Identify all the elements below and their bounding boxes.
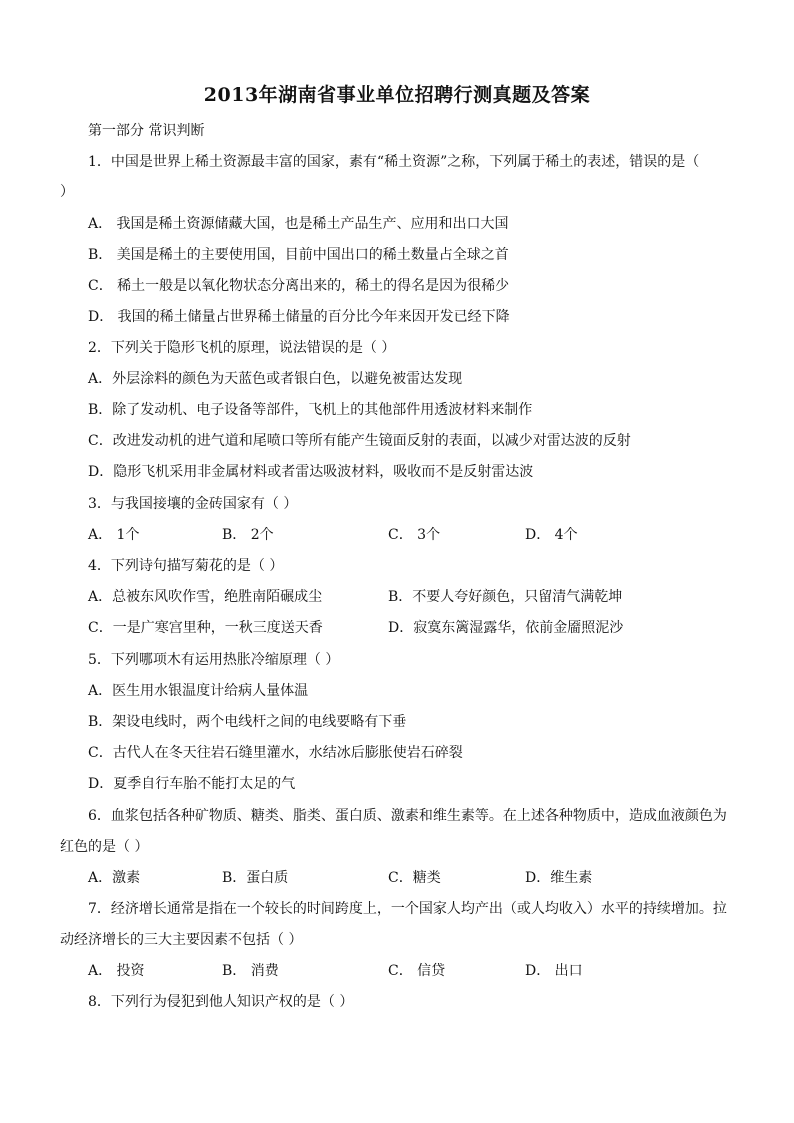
section-heading: 第一部分 常识判断 [88,123,205,139]
question-5-stem: 5．下列哪项木有运用热胀冷缩原理（ ） [88,652,340,668]
question-1-stem: 1．中国是世界上稀土资源最丰富的国家，素有“稀土资源”之称，下列属于稀土的表述，错误的是（ [88,154,700,170]
question-3-option-a: A． 1个 [88,527,140,543]
question-4-option-d: D．寂寞东篱湿露华，依前金靥照泥沙 [388,620,624,636]
question-7-stem: 7．经济增长通常是指在一个较长的时间跨度上，一个国家人均产出（或人均收入）水平的持续增加。拉 [88,901,727,917]
question-3-option-c: C． 3个 [388,527,441,543]
question-2-option-d: D．隐形飞机采用非金属材料或者雷达吸波材料，吸收而不是反射雷达波 [88,464,534,480]
question-5-option-d: D．夏季自行车胎不能打太足的气 [88,776,296,792]
question-7-option-b: B． 消费 [222,963,279,979]
question-6-option-b: B．蛋白质 [222,870,289,886]
question-2-option-a: A．外层涂料的颜色为天蓝色或者银白色，以避免被雷达发现 [88,371,463,387]
question-6-stem: 6．血浆包括各种矿物质、糖类、脂类、蛋白质、激素和维生素等。在上述各种物质中，造成血液颜色为 [88,808,727,824]
question-5-option-c: C．古代人在冬天往岩石缝里灌水，水结冰后膨胀使岩石碎裂 [88,745,463,761]
question-8-stem: 8．下列行为侵犯到他人知识产权的是（ ） [88,994,354,1010]
question-6-option-a: A．激素 [88,870,141,886]
question-6-option-c: C．糖类 [388,870,441,886]
question-6-option-d: D．维生素 [525,870,593,886]
question-3-option-d: D． 4个 [525,527,578,543]
question-5-option-a: A．医生用水银温度计给病人量体温 [88,683,309,699]
question-3-stem: 3．与我国接壤的金砖国家有（ ） [88,496,298,512]
question-4-option-b: B．不要人夸好颜色，只留清气满乾坤 [388,589,623,605]
question-7-option-c: C． 信贷 [388,963,446,979]
question-6-stem-cont: 红色的是（ ） [60,839,149,855]
question-2-stem: 2．下列关于隐形飞机的原理，说法错误的是（ ） [88,340,396,356]
question-5-option-b: B．架设电线时，两个电线杆之间的电线要略有下垂 [88,714,407,730]
question-1-option-c: C． 稀土一般是以氧化物状态分离出来的，稀土的得名是因为很稀少 [88,278,510,294]
question-1-option-d: D． 我国的稀土储量占世界稀土储量的百分比今年来因开发已经下降 [88,309,510,325]
question-1-stem-cont: ） [60,184,74,200]
question-1-option-a: A． 我国是稀土资源储藏大国，也是稀土产品生产、应用和出口大国 [88,216,509,232]
question-2-option-b: B．除了发动机、电子设备等部件，飞机上的其他部件用透波材料来制作 [88,402,533,418]
question-7-option-a: A． 投资 [88,963,145,979]
question-7-option-d: D． 出口 [525,963,583,979]
question-7-stem-cont: 动经济增长的三大主要因素不包括（ ） [60,932,303,948]
question-4-option-c: C．一是广寒宫里种，一秋三度送天香 [88,620,323,636]
question-3-option-b: B． 2个 [222,527,274,543]
question-4-option-a: A．总被东风吹作雪，绝胜南陌碾成尘 [88,589,323,605]
document-title: 2013年湖南省事业单位招聘行测真题及答案 [203,84,591,106]
question-4-stem: 4．下列诗句描写菊花的是（ ） [88,558,284,574]
question-1-option-b: B． 美国是稀土的主要使用国，目前中国出口的稀土数量占全球之首 [88,247,509,263]
question-2-option-c: C．改进发动机的进气道和尾喷口等所有能产生镜面反射的表面，以减少对雷达波的反射 [88,433,631,449]
